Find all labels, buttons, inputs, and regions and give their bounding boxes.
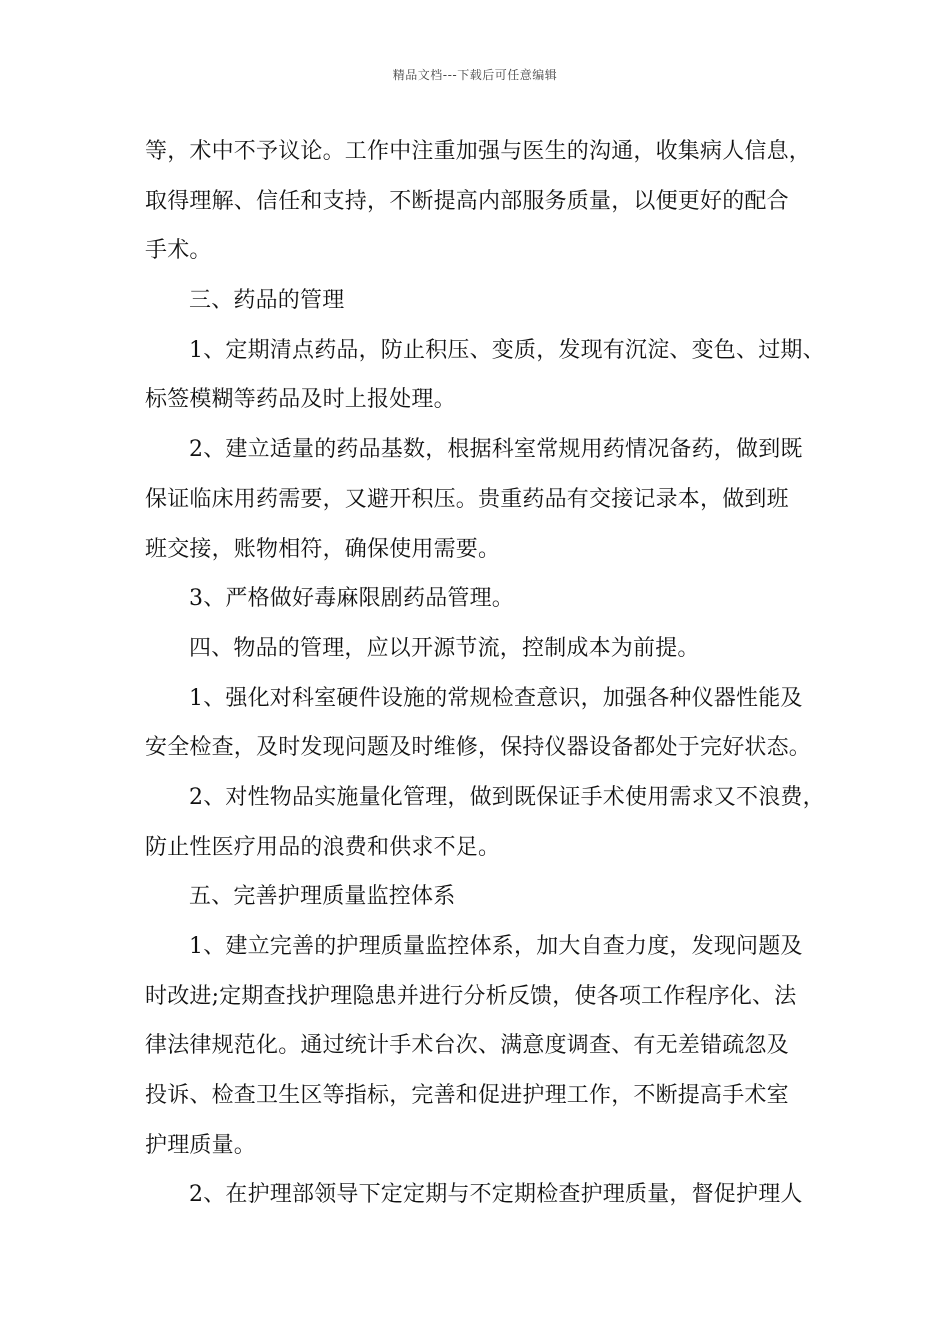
text-line: 护理质量。 (145, 1132, 257, 1158)
text-line: 标签模糊等药品及时上报处理。 (145, 387, 456, 413)
text-line: 3、严格做好毒麻限剧药品管理。 (189, 586, 514, 612)
text-line: 2、建立适量的药品基数，根据科室常规用药情况备药，做到既 (189, 437, 803, 463)
text-line: 时改进;定期查找护理隐患并进行分析反馈，使各项工作程序化、法 (145, 983, 797, 1009)
section-heading: 五、完善护理质量监控体系 (189, 884, 456, 910)
text-line: 1、定期清点药品，防止积压、变质，发现有沉淀、变色、过期、 (189, 337, 825, 363)
text-line: 律法律规范化。通过统计手术台次、满意度调查、有无差错疏忽及 (145, 1033, 789, 1059)
text-line: 安全检查，及时发现问题及时维修，保持仪器设备都处于完好状态。 (145, 735, 812, 761)
text-line: 1、建立完善的护理质量监控体系，加大自查力度，发现问题及 (189, 934, 803, 959)
text-line: 2、在护理部领导下定定期与不定期检查护理质量，督促护理人 (189, 1182, 803, 1208)
text-line: 投诉、检查卫生区等指标，完善和促进护理工作，不断提高手术室 (145, 1083, 789, 1109)
text-line: 手术。 (145, 238, 212, 264)
text-line: 2、对性物品实施量化管理，做到既保证手术使用需求又不浪费， (189, 784, 825, 810)
text-line: 防止性医疗用品的浪费和供求不足。 (145, 834, 501, 860)
section-heading: 三、药品的管理 (189, 288, 345, 314)
text-line: 1、强化对科室硬件设施的常规检查意识，加强各种仪器性能及 (189, 685, 803, 711)
section-heading: 四、物品的管理，应以开源节流，控制成本为前提。 (189, 635, 700, 661)
text-line: 班交接，账物相符，确保使用需要。 (145, 536, 501, 562)
text-line: 等，术中不予议论。工作中注重加强与医生的沟通，收集病人信息， (145, 139, 812, 164)
document-body (145, 127, 825, 1220)
text-line: 取得理解、信任和支持，不断提高内部服务质量，以便更好的配合 (145, 188, 789, 214)
text-line: 保证临床用药需要，又避开积压。贵重药品有交接记录本，做到班 (145, 486, 789, 512)
page-header: 精品文档---下载后可任意编辑 (392, 68, 558, 82)
